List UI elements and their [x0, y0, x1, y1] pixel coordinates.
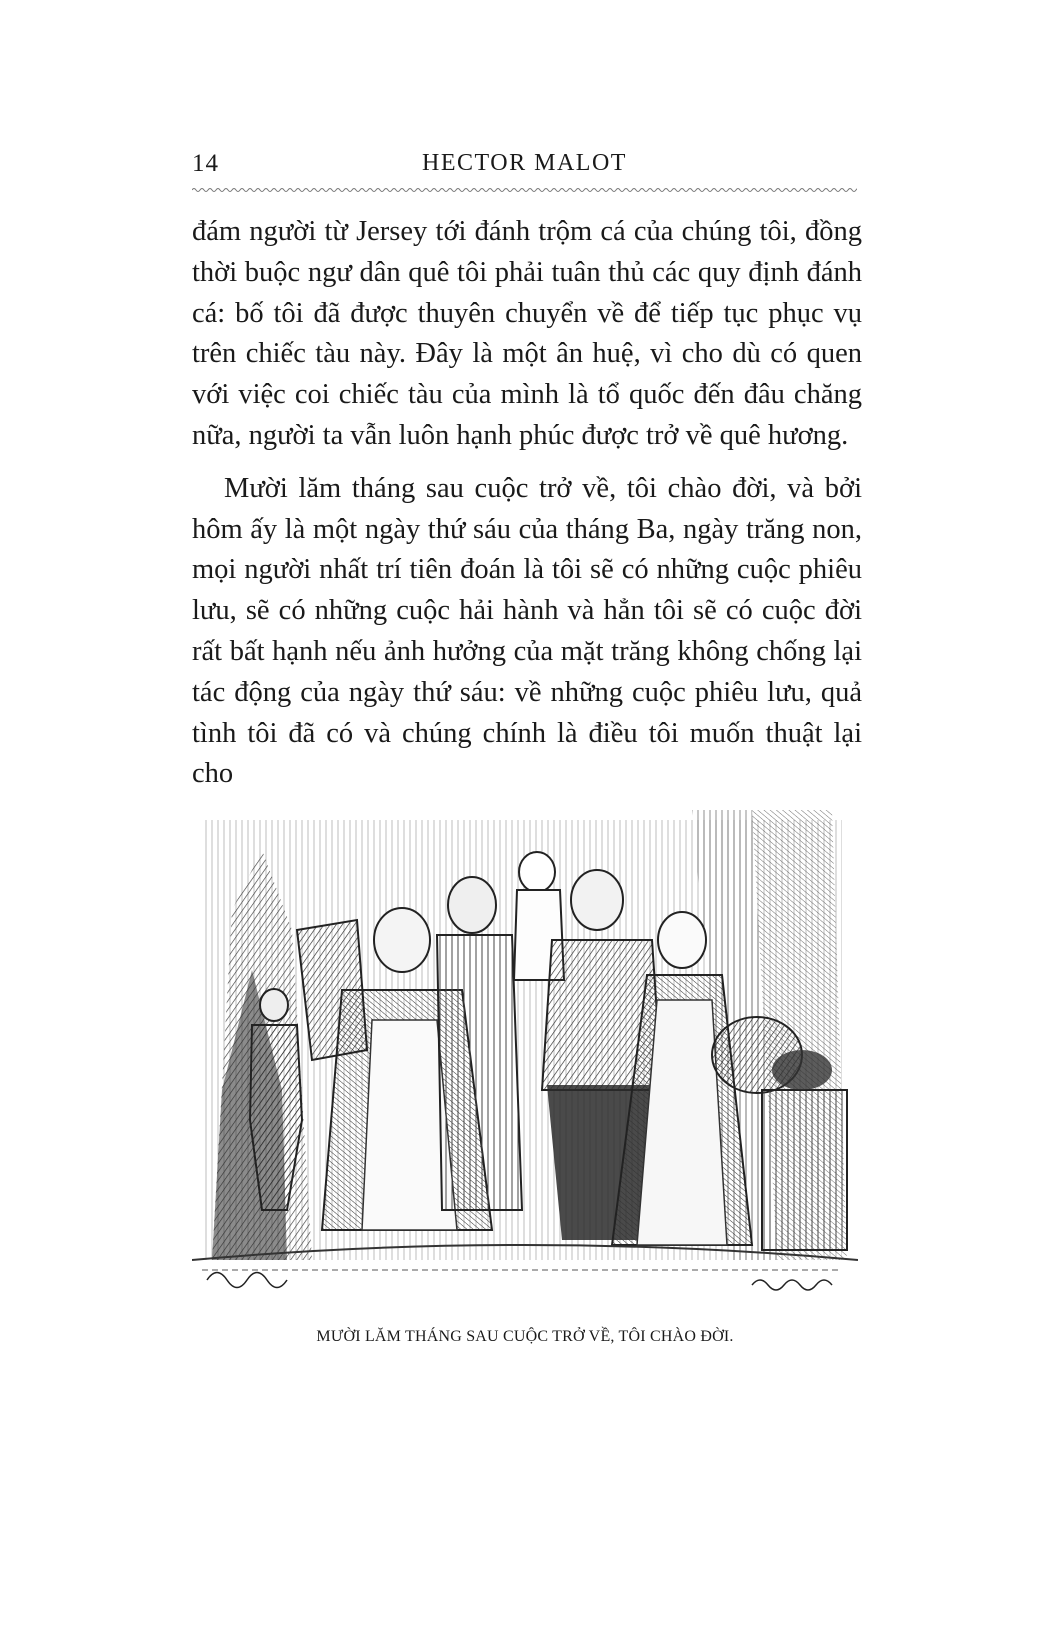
paragraph: Mười lăm tháng sau cuộc trở về, tôi chào đời, và bởi hôm ấy là một ngày thứ sáu của tháng Ba, ngày trăng non, mọi người nhất trí tiên đoán là tôi sẽ có những cuộc phiêu lưu, sẽ có những cuộc hải hành và hẳn tôi sẽ có cuộc đời rất bất hạnh nếu ảnh hưởng của mặt trăng không chống lại tác động của ngày thứ sáu: về những cuộc phiêu lưu, quả tình tôi đã có và chúng chính là điều tôi muốn thuật lại cho: [192, 472, 862, 790]
page-number: 14: [192, 150, 219, 177]
running-header: [192, 150, 857, 184]
body-text: [192, 212, 862, 795]
figure-caption: MƯỜI LĂM THÁNG SAU CUỘC TRỞ VỀ, TÔI CHÀO ĐỜI.: [316, 1328, 734, 1345]
engraving-illustration-icon: [192, 790, 858, 1295]
running-title: HECTOR MALOT: [422, 150, 627, 176]
paragraph-continued: đám người từ Jersey tới đánh trộm cá của chúng tôi, đồng thời buộc ngư dân quê tôi phải tuân thủ các quy định đánh cá: bố tôi đã được thuyên chuyển về để tiếp tục phục vụ trên chiếc tàu này. Đây là một ân huệ, vì cho dù có quen với việc coi chiếc tàu của mình là tổ quốc đến đâu chăng nữa, người ta vẫn luôn hạnh phúc được trở về quê hương.: [192, 216, 862, 451]
wavy-rule-divider: [192, 186, 857, 194]
